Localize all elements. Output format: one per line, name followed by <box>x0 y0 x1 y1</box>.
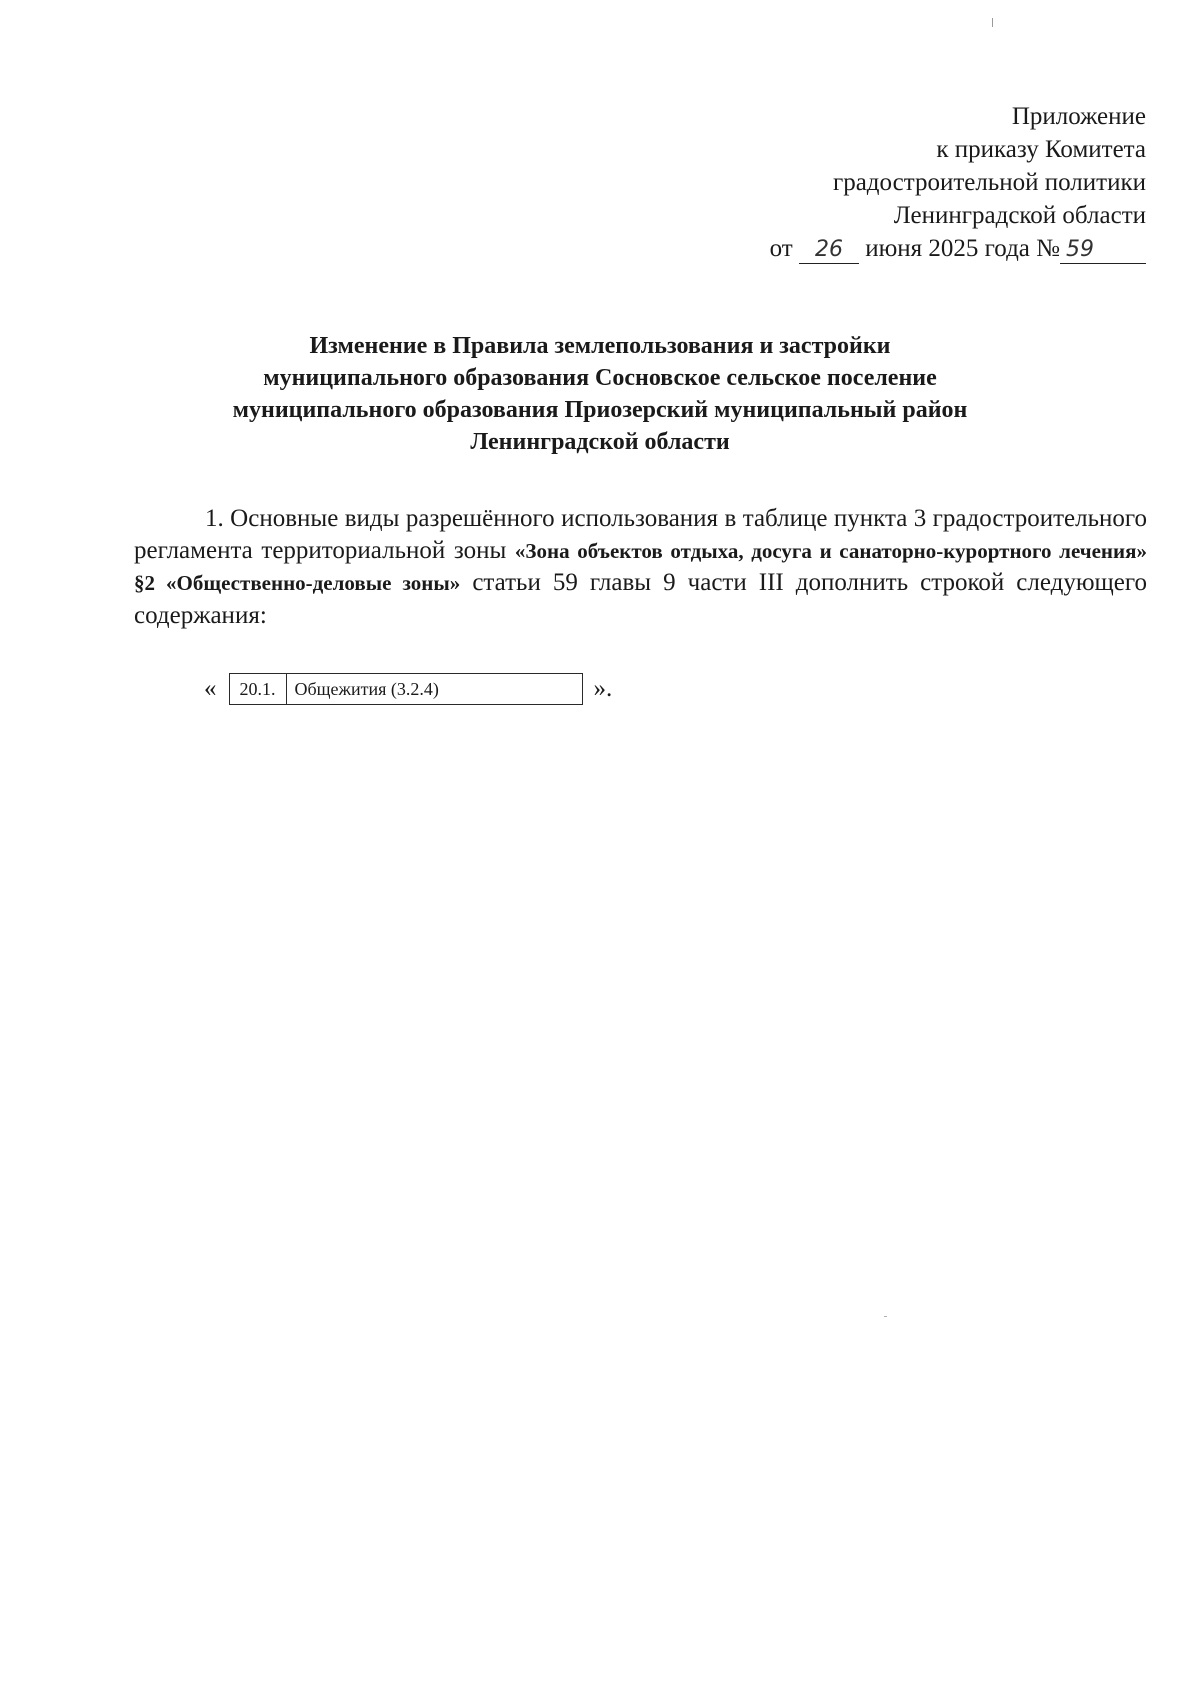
appendix-date-line <box>770 232 1146 265</box>
scan-artifact-mark <box>992 18 993 27</box>
handwritten-day: 26 <box>799 237 859 264</box>
appendix-order-ref: к приказу Комитета <box>936 136 1146 163</box>
table-row <box>229 674 582 705</box>
row-number-cell: 20.1. <box>229 674 286 705</box>
paragraph-text-start: 1. Основные виды разрешённого использования в таблице пункта 3 градостроительного регламента территориальной зоны <box>134 505 1147 564</box>
date-month-year: июня 2025 года № <box>865 235 1060 262</box>
title-line-2: муниципального образования Сосновское сельское поселение <box>263 365 937 391</box>
title-line-1: Изменение в Правила землепользования и застройки <box>309 333 891 359</box>
scan-artifact-dot <box>884 1316 887 1317</box>
zone-name-bold: «Зона объектов отдыха, досуга и санаторно-курортного лечения» §2 «Общественно-деловые зоны» <box>134 538 1147 595</box>
title-line-4: Ленинградской области <box>470 429 730 455</box>
amendment-paragraph <box>134 503 1147 631</box>
appendix-label: Приложение <box>1011 103 1146 130</box>
inserted-row-block <box>204 673 612 705</box>
close-quote: ». <box>593 675 613 702</box>
handwritten-order-number: 59 <box>1060 237 1146 264</box>
row-name-cell: Общежития (3.2.4) <box>286 674 582 705</box>
date-prefix: от <box>769 235 793 262</box>
open-quote: « <box>204 675 217 702</box>
appendix-header <box>770 100 1146 265</box>
appendix-region: Ленинградской области <box>893 202 1146 229</box>
paragraph-text-end: статьи 59 главы 9 части III дополнить строкой следующего содержания: <box>134 569 1148 629</box>
title-line-3: муниципального образования Приозерский муниципальный район <box>232 397 968 423</box>
document-title <box>0 330 1200 458</box>
inserted-row-table <box>229 673 583 705</box>
appendix-committee: градостроительной политики <box>832 169 1146 196</box>
